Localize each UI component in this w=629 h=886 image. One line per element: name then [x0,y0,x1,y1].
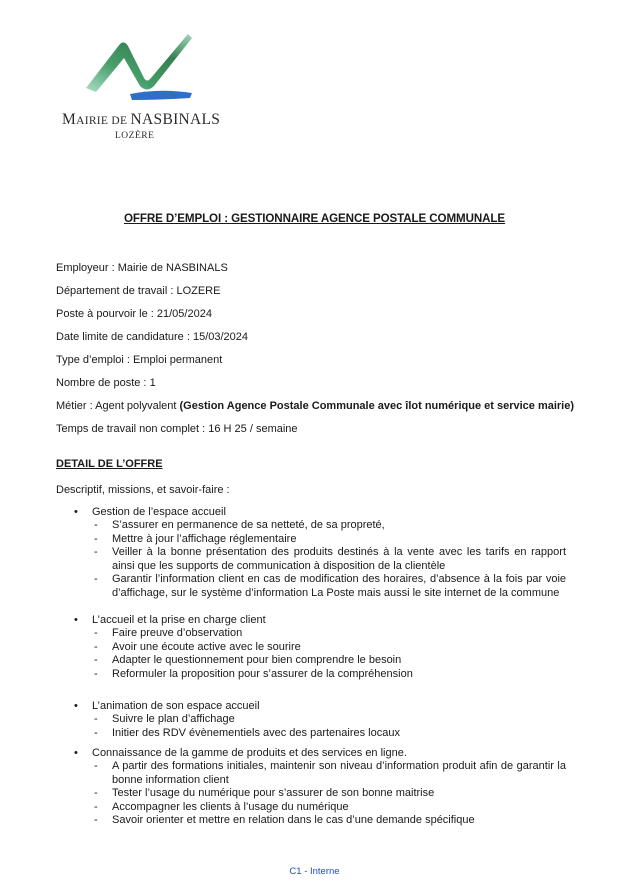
list-item-text: Garantir l’information client en cas de modification des horaires, d’absence à la fois par voie d’affichage, sur le système d’information La Poste mais aussi le site internet de la commune [112,573,566,599]
dash-icon: - [94,760,98,772]
field-value: 21/05/2024 [156,308,212,320]
list-item-text: Veiller à la bonne présentation des produits destinés à la vente avec les tarifs en rapport ainsi que les supports de communication à disposition de la clientèle [112,546,566,572]
list-item-text: Reformuler la proposition pour s’assurer de la compréhension [112,667,413,680]
org-name-rest: AIRIE DE [76,115,131,127]
list-item [56,787,566,801]
field-row [56,354,222,366]
list-item-text: Savoir orienter et mettre en relation dans le cas d’une demande spécifique [112,814,475,827]
field-label: Type d’emploi : [56,354,134,366]
field-value: 1 [149,377,156,389]
logo-mountain-stroke [86,34,192,92]
field-label: Métier : [56,400,96,412]
bullet-icon: • [74,614,78,626]
dash-icon: - [94,640,98,653]
dash-icon: - [94,667,98,680]
list-item-text: Tester l’usage du numérique pour s’assurer de son bonne maitrise [112,787,435,800]
list-item [56,519,566,533]
dash-icon: - [94,713,98,725]
document-title: OFFRE D’EMPLOI : GESTIONNAIRE AGENCE POSTALE COMMUNALE [123,212,506,225]
list-item [56,573,566,600]
field-label: Poste à pourvoir le : [56,308,157,320]
list-item [56,546,566,573]
field-row [56,423,298,435]
classification-footer: C1 - Interne [289,866,340,877]
field-value-detail: (Gestion Agence Postale Communale avec îlot numérique et service mairie) [179,400,575,412]
field-row [56,377,156,389]
list-item-text: A partir des formations initiales, maintenir son niveau d’information produit afin de garantir la bonne information client [112,760,566,786]
field-label: Temps de travail non complet : [56,423,209,435]
dash-icon: - [94,800,98,813]
organization-name [62,111,222,129]
dash-icon: - [94,532,98,545]
bullet-icon: • [74,506,78,518]
list-item [56,727,566,741]
list-item-text: Mettre à jour l’affichage réglementaire [112,532,297,545]
mission-section-title [56,699,566,713]
list-item [56,713,566,727]
list-item-text: Adapter le questionnement pour bien comprendre le besoin [112,654,402,667]
mairie-logo [80,30,200,110]
field-row [56,331,248,343]
list-item [56,641,566,655]
list-item [56,668,566,682]
field-label: Date limite de candidature : [56,331,193,343]
field-label: Employeur : [56,262,118,274]
dash-icon: - [94,573,98,586]
section-title-text: Connaissance de la gamme de produits et des services en ligne. [92,747,407,759]
field-row [56,262,228,274]
mission-section-title [56,746,566,760]
logo-water-stroke [130,91,192,100]
list-item [56,654,566,668]
mission-section [56,613,566,681]
section-title-text: Gestion de l’espace accueil [92,506,226,518]
list-item-text: Avoir une écoute active avec le sourire [112,640,301,653]
detail-heading: DETAIL DE L’OFFRE [56,458,163,470]
field-value: Agent polyvalent [95,400,180,412]
list-item-text: Accompagner les clients à l’usage du numérique [112,800,349,813]
org-name-main: NASBINALS [130,111,221,128]
list-item [56,814,566,828]
field-row [56,400,574,412]
mission-section-title [56,505,566,519]
field-value: 16 H 25 / semaine [208,423,298,435]
bullet-icon: • [74,747,78,759]
field-value: 15/03/2024 [192,331,249,343]
dash-icon: - [94,519,98,531]
mission-section [56,746,566,828]
dash-icon: - [94,814,98,827]
list-item [56,760,566,787]
field-row [56,308,212,320]
field-value: Emploi permanent [133,354,223,366]
mission-section [56,505,566,601]
list-item-text: Suivre le plan d’affichage [112,713,235,725]
section-title-text: L’animation de son espace accueil [92,700,260,712]
dash-icon: - [94,726,98,739]
section-title-text: L’accueil et la prise en charge client [92,614,266,626]
list-item-text: Faire preuve d’observation [112,627,243,639]
dash-icon: - [94,627,98,639]
field-value: LOZERE [176,285,221,297]
organization-department: LOZÈRE [115,131,155,141]
list-item [56,533,566,547]
mission-section [56,699,566,740]
detail-intro: Descriptif, missions, et savoir-faire : [56,484,230,496]
field-row [56,285,220,297]
field-label: Nombre de poste : [56,377,150,389]
org-name-initial: M [62,111,77,128]
field-label: Département de travail : [56,285,177,297]
list-item [56,801,566,815]
bullet-icon: • [74,700,78,712]
field-value: Mairie de NASBINALS [117,262,228,274]
list-item-text: S’assurer en permanence de sa netteté, de sa propreté, [112,519,385,531]
dash-icon: - [94,654,98,667]
mission-section-title [56,613,566,627]
list-item [56,627,566,641]
dash-icon: - [94,787,98,800]
list-item-text: Initier des RDV évènementiels avec des partenaires locaux [112,726,400,739]
dash-icon: - [94,546,98,559]
